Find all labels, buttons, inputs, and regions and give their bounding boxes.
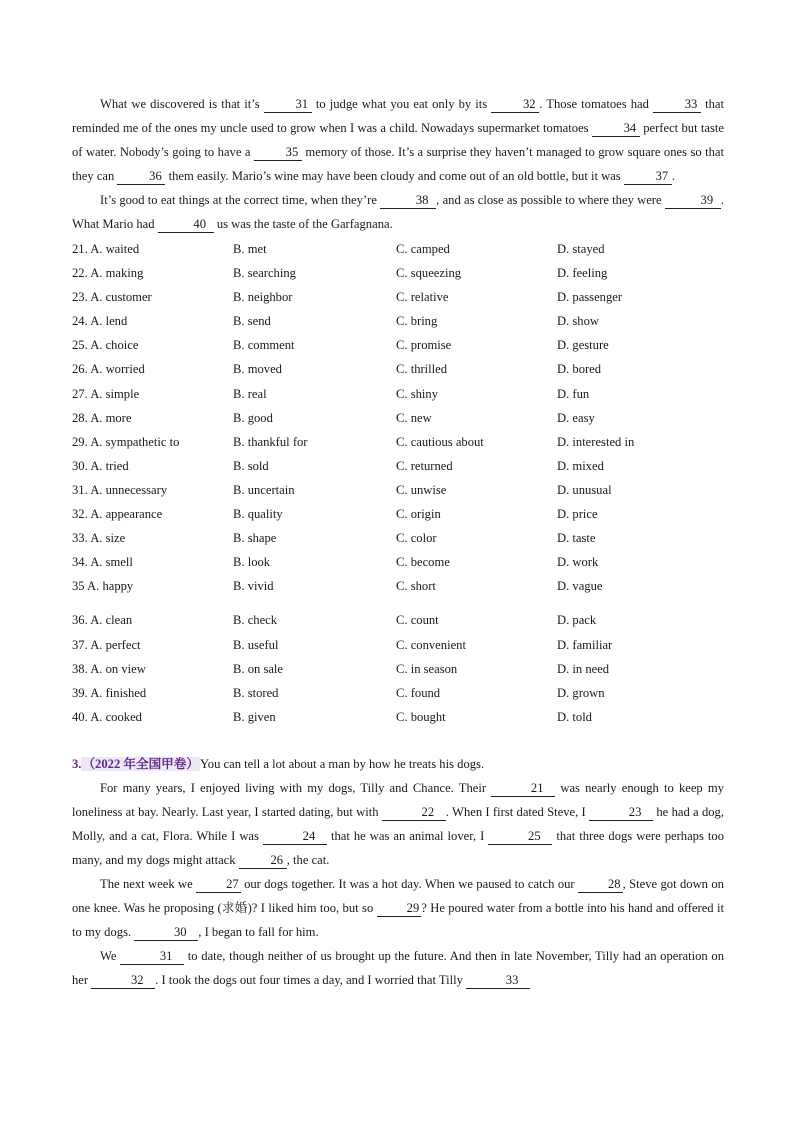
blank-33: 33 bbox=[466, 973, 530, 989]
passage-text: . Those tomatoes had bbox=[539, 97, 653, 111]
option-row bbox=[72, 261, 724, 285]
option-a: 26. A. worried bbox=[72, 362, 145, 377]
question-3-paragraph-1 bbox=[72, 776, 724, 872]
option-row bbox=[72, 526, 724, 550]
option-b: B. check bbox=[233, 613, 278, 628]
option-b: B. good bbox=[233, 410, 273, 425]
option-c: C. new bbox=[396, 410, 432, 425]
passage-text: was nearly enough to keep my loneliness at bay. Nearly. Last year, I started dating, but with bbox=[72, 780, 724, 819]
option-d: D. gesture bbox=[557, 338, 609, 353]
passage-text: The next week we bbox=[100, 876, 197, 891]
passage-text: , and as close as possible to where they were bbox=[436, 193, 665, 207]
option-a: 31. A. unnecessary bbox=[72, 482, 168, 497]
option-a: 24. A. lend bbox=[72, 314, 128, 329]
option-row bbox=[72, 502, 724, 526]
option-c: C. shiny bbox=[396, 386, 438, 401]
option-a: 21. A. waited bbox=[72, 242, 140, 256]
option-d: D. easy bbox=[557, 410, 595, 425]
option-d: D. work bbox=[557, 555, 599, 570]
option-c: C. in season bbox=[396, 661, 458, 676]
option-c: C. returned bbox=[396, 458, 453, 473]
option-d: D. fun bbox=[557, 386, 590, 401]
option-c: C. convenient bbox=[396, 637, 466, 652]
option-a: 37. A. perfect bbox=[72, 637, 141, 652]
option-row bbox=[72, 705, 724, 729]
option-a: 23. A. customer bbox=[72, 290, 152, 305]
option-d: D. bored bbox=[557, 362, 602, 377]
passage-text: It’s good to eat things at the correct time, when they’re bbox=[100, 193, 381, 207]
option-b: B. send bbox=[233, 314, 271, 329]
option-a: 38. A. on view bbox=[72, 661, 146, 676]
option-d: D. interested in bbox=[557, 434, 635, 449]
option-row bbox=[72, 406, 724, 430]
option-a: 34. A. smell bbox=[72, 555, 133, 570]
blank-32: 32 bbox=[91, 973, 155, 989]
blank-22: 22 bbox=[382, 805, 446, 821]
blank-21: 21 bbox=[491, 781, 555, 797]
option-row bbox=[72, 657, 724, 681]
blank-40: 40 bbox=[158, 217, 214, 233]
blank-34: 34 bbox=[592, 121, 640, 137]
option-b: B. given bbox=[233, 709, 276, 724]
option-d: D. grown bbox=[557, 685, 605, 700]
option-b: B. vivid bbox=[233, 579, 274, 594]
option-c: C. cautious about bbox=[396, 434, 484, 449]
blank-37: 37 bbox=[624, 169, 672, 185]
passage-text: ? He poured water from a bottle into his hand and offered it to my dogs. bbox=[72, 900, 724, 939]
option-c: C. color bbox=[396, 531, 437, 546]
option-a: 32. A. appearance bbox=[72, 507, 163, 522]
option-row bbox=[72, 633, 724, 657]
passage-text: . I took the dogs out four times a day, and I worried that Tilly bbox=[155, 972, 467, 987]
question-number: 3. bbox=[72, 756, 82, 771]
passage-text: that he was an animal lover, I bbox=[326, 828, 489, 843]
passage-text: , I began to fall for him. bbox=[198, 924, 319, 939]
option-b: B. neighbor bbox=[233, 290, 293, 305]
option-d: D. stayed bbox=[557, 242, 605, 256]
blank-35: 35 bbox=[254, 145, 302, 161]
option-c: C. origin bbox=[396, 507, 441, 522]
passage-text: . What Mario had bbox=[72, 193, 724, 231]
option-a: 22. A. making bbox=[72, 266, 144, 281]
passage-text: . bbox=[671, 169, 676, 183]
passage-text: , the cat. bbox=[286, 852, 330, 867]
option-d: D. told bbox=[557, 709, 592, 724]
blank-23: 23 bbox=[589, 805, 653, 821]
passage-text: We bbox=[100, 948, 121, 963]
blank-38: 38 bbox=[380, 193, 436, 209]
option-b: B. uncertain bbox=[233, 482, 295, 497]
option-b: B. met bbox=[233, 242, 267, 256]
option-c: C. bring bbox=[396, 314, 438, 329]
option-c: C. short bbox=[396, 579, 436, 594]
option-b: B. real bbox=[233, 386, 267, 401]
blank-25: 25 bbox=[488, 829, 552, 845]
option-d: D. feeling bbox=[557, 266, 608, 281]
option-c: C. found bbox=[396, 685, 441, 700]
question-3-heading bbox=[72, 752, 724, 776]
option-d: D. familiar bbox=[557, 637, 613, 652]
blank-30: 30 bbox=[134, 925, 198, 941]
passage-text: that three dogs were perhaps too many, and my dogs might attack bbox=[72, 828, 724, 867]
blank-24: 24 bbox=[263, 829, 327, 845]
option-a: 36. A. clean bbox=[72, 613, 133, 628]
option-a: 28. A. more bbox=[72, 410, 132, 425]
blank-33: 33 bbox=[653, 97, 701, 113]
option-d: D. vague bbox=[557, 579, 603, 594]
passage-text: that reminded me of the ones my uncle used to grow when I was a child. Nowadays supermarket tomatoes bbox=[72, 97, 724, 135]
option-c: C. squeezing bbox=[396, 266, 462, 281]
document-page bbox=[72, 92, 724, 992]
option-d: D. mixed bbox=[557, 458, 604, 473]
option-row bbox=[72, 309, 724, 333]
passage-text: perfect but taste of water. Nobody’s going to have a bbox=[72, 121, 724, 159]
option-c: C. unwise bbox=[396, 482, 447, 497]
option-row bbox=[72, 478, 724, 502]
blank-31: 31 bbox=[264, 97, 312, 113]
option-b: B. look bbox=[233, 555, 271, 570]
passage-text: memory of those. It’s a surprise they haven’t managed to grow square ones so that they can bbox=[72, 145, 725, 183]
passage-text: he had a dog, Molly, and a cat, Flora. While I was bbox=[72, 804, 724, 843]
passage-text: . When I first dated Steve, I bbox=[445, 804, 590, 819]
option-a: 29. A. sympathetic to bbox=[72, 434, 180, 449]
option-c: C. count bbox=[396, 613, 439, 628]
option-d: D. passenger bbox=[557, 290, 623, 305]
option-c: C. thrilled bbox=[396, 362, 448, 377]
option-a: 35 A. happy bbox=[72, 579, 134, 594]
option-b: B. searching bbox=[233, 266, 296, 281]
option-a: 27. A. simple bbox=[72, 386, 140, 401]
option-row bbox=[72, 574, 724, 598]
option-row bbox=[72, 608, 724, 632]
passage-text: What we discovered is that it’s bbox=[100, 97, 264, 111]
option-d: D. taste bbox=[557, 531, 596, 546]
option-b: B. quality bbox=[233, 507, 283, 522]
passage-text: to judge what you eat only by its bbox=[311, 97, 492, 111]
option-d: D. price bbox=[557, 507, 598, 522]
blank-26: 26 bbox=[239, 853, 287, 869]
option-a: 40. A. cooked bbox=[72, 709, 142, 724]
option-c: C. bought bbox=[396, 709, 446, 724]
option-a: 33. A. size bbox=[72, 531, 126, 546]
option-row bbox=[72, 454, 724, 478]
passage-text: , Steve got down on one knee. Was he proposing (求婚)? I liked him too, but so bbox=[72, 876, 724, 915]
passage-text: For many years, I enjoyed living with my dogs, Tilly and Chance. Their bbox=[100, 780, 492, 795]
blank-32: 32 bbox=[491, 97, 539, 113]
option-row bbox=[72, 237, 724, 261]
passage-text: to date, though neither of us brought up the future. And then in late November, Tilly had an operation on her bbox=[72, 948, 724, 987]
blank-36: 36 bbox=[117, 169, 165, 185]
question-intro: You can tell a lot about a man by how he treats his dogs. bbox=[199, 756, 485, 771]
passage-paragraph-2 bbox=[72, 188, 724, 236]
blank-27: 27 bbox=[196, 877, 241, 893]
blank-39: 39 bbox=[665, 193, 721, 209]
option-c: C. camped bbox=[396, 242, 450, 256]
option-row bbox=[72, 285, 724, 309]
blank-28: 28 bbox=[578, 877, 623, 893]
option-row bbox=[72, 550, 724, 574]
option-row bbox=[72, 382, 724, 406]
option-row bbox=[72, 357, 724, 381]
option-d: D. pack bbox=[557, 613, 597, 628]
option-b: B. sold bbox=[233, 458, 269, 473]
option-c: C. relative bbox=[396, 290, 449, 305]
option-a: 39. A. finished bbox=[72, 685, 147, 700]
option-c: C. become bbox=[396, 555, 450, 570]
option-b: B. on sale bbox=[233, 661, 284, 676]
blank-31: 31 bbox=[120, 949, 184, 965]
passage-text: them easily. Mario’s wine may have been cloudy and come out of an old bottle, but it was bbox=[165, 169, 624, 183]
option-c: C. promise bbox=[396, 338, 452, 353]
option-a: 30. A. tried bbox=[72, 458, 129, 473]
option-row bbox=[72, 333, 724, 357]
option-b: B. moved bbox=[233, 362, 282, 377]
passage-paragraph-1 bbox=[72, 92, 724, 188]
option-row bbox=[72, 681, 724, 705]
answer-options-list bbox=[72, 237, 724, 729]
option-d: D. show bbox=[557, 314, 599, 329]
option-b: B. stored bbox=[233, 685, 279, 700]
option-b: B. comment bbox=[233, 338, 295, 353]
option-b: B. useful bbox=[233, 637, 279, 652]
option-row bbox=[72, 430, 724, 454]
option-b: B. shape bbox=[233, 531, 277, 546]
option-a: 25. A. choice bbox=[72, 338, 139, 353]
option-b: B. thankful for bbox=[233, 434, 308, 449]
question-3-paragraph-3 bbox=[72, 944, 724, 992]
question-3-paragraph-2 bbox=[72, 872, 724, 944]
option-d: D. unusual bbox=[557, 482, 612, 497]
question-source: （2022 年全国甲卷） bbox=[82, 756, 199, 771]
passage-text: us was the taste of the Garfagnana. bbox=[213, 217, 393, 231]
option-d: D. in need bbox=[557, 661, 610, 676]
blank-29: 29 bbox=[377, 901, 422, 917]
passage-text: our dogs together. It was a hot day. When we paused to catch our bbox=[240, 876, 578, 891]
